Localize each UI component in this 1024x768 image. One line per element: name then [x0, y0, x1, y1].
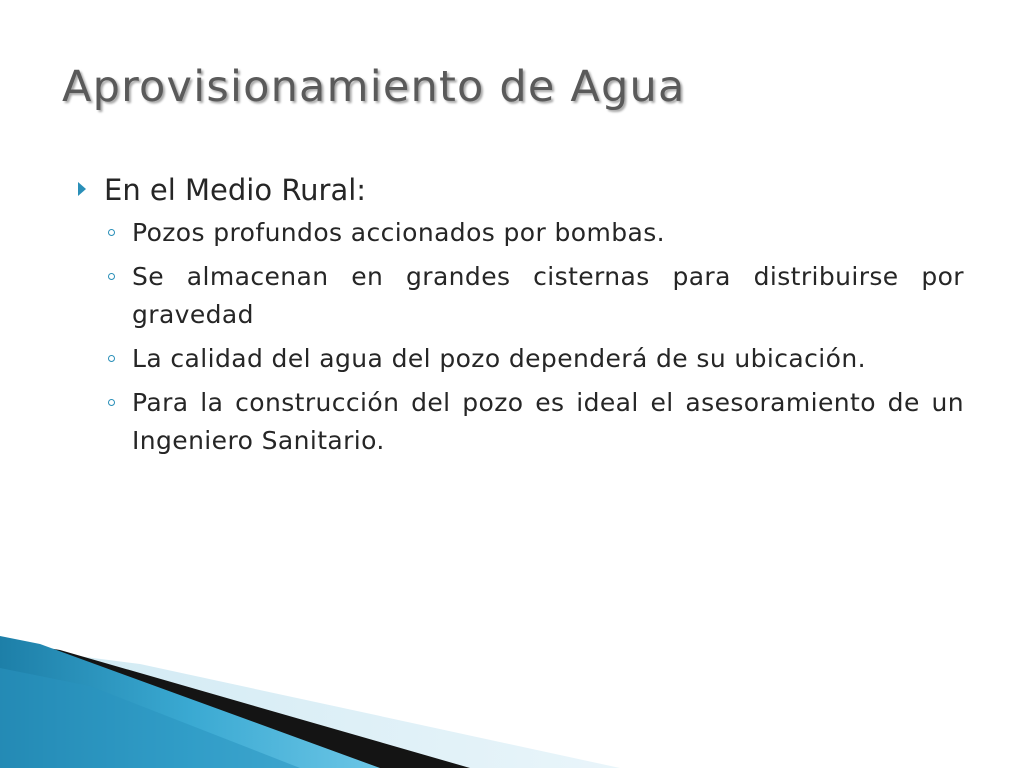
decorative-swoosh [0, 628, 1024, 768]
triangle-arrow-icon [78, 182, 86, 196]
list-item [76, 258, 964, 334]
list-item [76, 340, 964, 378]
list-item [76, 384, 964, 460]
bullet-text: Se almacenan en grandes cisternas para distribuirse por gravedad [132, 262, 964, 329]
heading-text: En el Medio Rural: [104, 173, 367, 207]
bullet-text: Para la construcción del pozo es ideal el asesoramiento de un Ingeniero Sanitario. [132, 388, 964, 455]
ring-bullet-icon [108, 273, 115, 280]
ring-bullet-icon [108, 229, 115, 236]
bullet-text: La calidad del agua del pozo dependerá de su ubicación. [132, 344, 866, 373]
slide-content [76, 168, 964, 466]
sub-bullet-list [76, 214, 964, 460]
bullet-text: Pozos profundos accionados por bombas. [132, 218, 666, 247]
slide-title: Aprovisionamiento de Agua [62, 62, 686, 112]
ring-bullet-icon [108, 355, 115, 362]
list-item [76, 214, 964, 252]
heading-bullet [76, 168, 964, 212]
ring-bullet-icon [108, 399, 115, 406]
